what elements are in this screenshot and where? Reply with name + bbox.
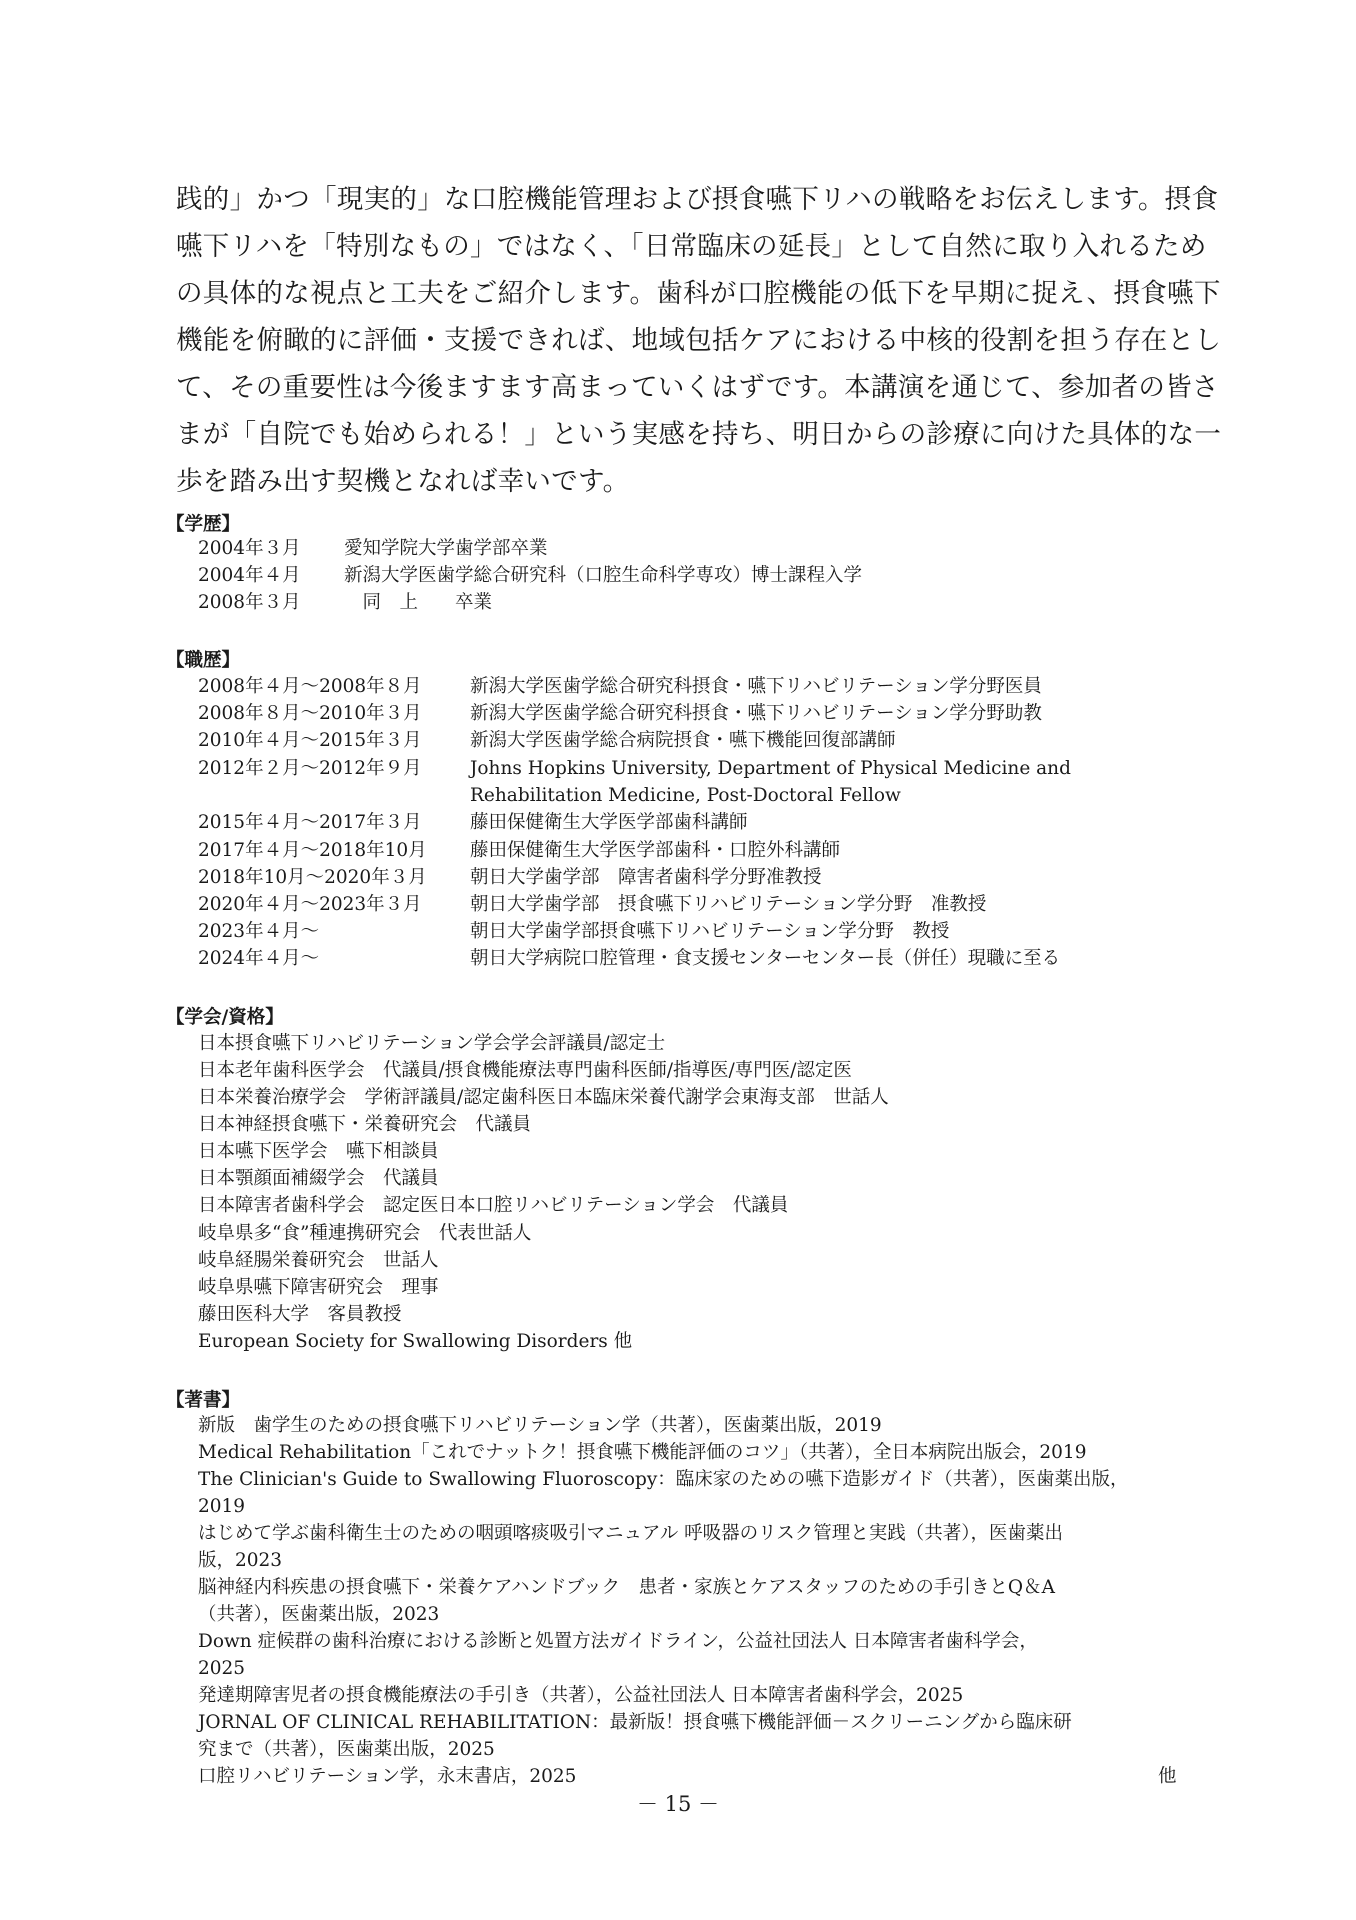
education-date: 2004年４月: [198, 565, 301, 586]
society-item: 日本嚥下医学会 嚥下相談員: [198, 1141, 439, 1162]
society-item: 日本摂食嚥下リハビリテーション学会学会評議員/認定士: [198, 1033, 666, 1054]
career-date: 2024年４月～: [198, 948, 320, 969]
career-text: Johns Hopkins University, Department of Physical Medicine and: [470, 758, 1071, 779]
book-line: 新版 歯学生のための摂食嚥下リハビリテーション学（共著），医歯薬出版，2019: [198, 1415, 882, 1436]
book-line: （共著），医歯薬出版，2023: [198, 1604, 440, 1625]
society-item: 日本神経摂食嚥下・栄養研究会 代議員: [198, 1114, 532, 1135]
career-text: 朝日大学歯学部 摂食嚥下リハビリテーション学分野 准教授: [470, 894, 987, 915]
career-date: 2008年８月～2010年３月: [198, 703, 422, 724]
career-text: 新潟大学医歯学総合研究科摂食・嚥下リハビリテーション学分野医員: [470, 676, 1042, 697]
career-heading: 【職歴】: [166, 650, 241, 671]
career-text: Rehabilitation Medicine, Post-Doctoral Fellow: [470, 785, 901, 806]
education-text: 同 上 卒業: [344, 592, 493, 613]
career-date: 2012年２月～2012年９月: [198, 758, 422, 779]
career-text: 朝日大学病院口腔管理・食支援センターセンター長（併任）現職に至る: [470, 948, 1061, 969]
society-item: 日本障害者歯科学会 認定医日本口腔リハビリテーション学会 代議員: [198, 1195, 789, 1216]
book-line: Medical Rehabilitation「これでナットク！摂食嚥下機能評価のコツ」（共著），全日本病院出版会，2019: [198, 1442, 1087, 1463]
book-line: 発達期障害児者の摂食機能療法の手引き（共著），公益社団法人 日本障害者歯科学会，2025: [198, 1685, 964, 1706]
society-item: 日本老年歯科医学会 代議員/摂食機能療法専門歯科医師/指導医/専門医/認定医: [198, 1060, 852, 1081]
career-date: 2017年４月～2018年10月: [198, 840, 427, 861]
career-text: 新潟大学医歯学総合病院摂食・嚥下機能回復部講師: [470, 730, 896, 751]
society-item: 日本栄養治療学会 学術評議員/認定歯科医日本臨床栄養代謝学会東海支部 世話人: [198, 1087, 889, 1108]
book-line: The Clinician's Guide to Swallowing Fluoroscopy：臨床家のための嚥下造影ガイド（共著），医歯薬出版，: [198, 1469, 1129, 1490]
book-line: JORNAL OF CLINICAL REHABILITATION：最新版！摂食嚥下機能評価－スクリーニングから臨床研: [198, 1712, 1072, 1733]
career-date: 2018年10月～2020年３月: [198, 867, 427, 888]
intro-paragraph: [176, 176, 1222, 505]
book-line: 2019: [198, 1496, 246, 1517]
career-text: 新潟大学医歯学総合研究科摂食・嚥下リハビリテーション学分野助教: [470, 703, 1042, 724]
intro-line: 践的」かつ「現実的」な口腔機能管理および摂食嚥下リハの戦略をお伝えします。摂食: [176, 184, 1219, 215]
career-text: 朝日大学歯学部 障害者歯科学分野准教授: [470, 867, 822, 888]
societies-heading: 【学会/資格】: [166, 1007, 284, 1028]
career-date: 2023年４月～: [198, 921, 320, 942]
book-line: 版，2023: [198, 1550, 283, 1571]
education-date: 2004年３月: [198, 538, 301, 559]
career-date: 2010年４月～2015年３月: [198, 730, 422, 751]
society-item: European Society for Swallowing Disorders 他: [198, 1331, 633, 1352]
education-text: 新潟大学医歯学総合研究科（口腔生命科学専攻）博士課程入学: [344, 565, 863, 586]
career-text: 朝日大学歯学部摂食嚥下リハビリテーション学分野 教授: [470, 921, 950, 942]
education-text: 愛知学院大学歯学部卒業: [344, 538, 548, 559]
intro-line: の具体的な視点と工夫をご紹介します。歯科が口腔機能の低下を早期に捉え、摂食嚥下: [176, 278, 1221, 309]
society-item: 岐阜県嚥下障害研究会 理事: [198, 1277, 439, 1298]
book-line: はじめて学ぶ歯科衛生士のための咽頭喀痰吸引マニュアル 呼吸器のリスク管理と実践（共著），医歯薬出: [198, 1523, 1064, 1544]
career-text: 藤田保健衛生大学医学部歯科講師: [470, 812, 748, 833]
career-date: 2008年４月～2008年８月: [198, 676, 422, 697]
page-number: － 15 －: [636, 1792, 720, 1816]
intro-line: て、その重要性は今後ますます高まっていくはずです。本講演を通じて、参加者の皆さ: [176, 372, 1219, 403]
book-line: 2025: [198, 1658, 246, 1679]
society-item: 藤田医科大学 客員教授: [198, 1304, 402, 1325]
education-date: 2008年３月: [198, 592, 301, 613]
intro-line: まが「自院でも始められる！」という実感を持ち、明日からの診療に向けた具体的な一: [176, 419, 1222, 450]
intro-line: 機能を俯瞰的に評価・支援できれば、地域包括ケアにおける中核的役割を担う存在とし: [176, 325, 1222, 356]
intro-line: 嚥下リハを「特別なもの」ではなく、「日常臨床の延長」として自然に取り入れるため: [176, 231, 1207, 262]
books-trailing-etc: 他: [1158, 1766, 1177, 1787]
career-date: 2015年４月～2017年３月: [198, 812, 422, 833]
society-item: 岐阜経腸栄養研究会 世話人: [198, 1250, 439, 1271]
career-date: 2020年４月～2023年３月: [198, 894, 422, 915]
book-line: 脳神経内科疾患の摂食嚥下・栄養ケアハンドブック 患者・家族とケアスタッフのための手引きとQ＆A: [198, 1577, 1055, 1598]
intro-line: 歩を踏み出す契機となれば幸いです。: [176, 466, 630, 497]
book-line: 口腔リハビリテーション学，永末書店，2025: [198, 1766, 577, 1787]
book-line: Down 症候群の歯科治療における診断と処置方法ガイドライン，公益社団法人 日本障害者歯科学会，: [198, 1631, 1038, 1652]
society-item: 岐阜県多“食”種連携研究会 代表世話人: [198, 1223, 532, 1244]
book-line: 究まで（共著），医歯薬出版，2025: [198, 1739, 495, 1760]
education-heading: 【学歴】: [166, 514, 241, 535]
career-text: 藤田保健衛生大学医学部歯科・口腔外科講師: [470, 840, 841, 861]
society-item: 日本顎顔面補綴学会 代議員: [198, 1168, 439, 1189]
books-heading: 【著書】: [166, 1390, 241, 1411]
